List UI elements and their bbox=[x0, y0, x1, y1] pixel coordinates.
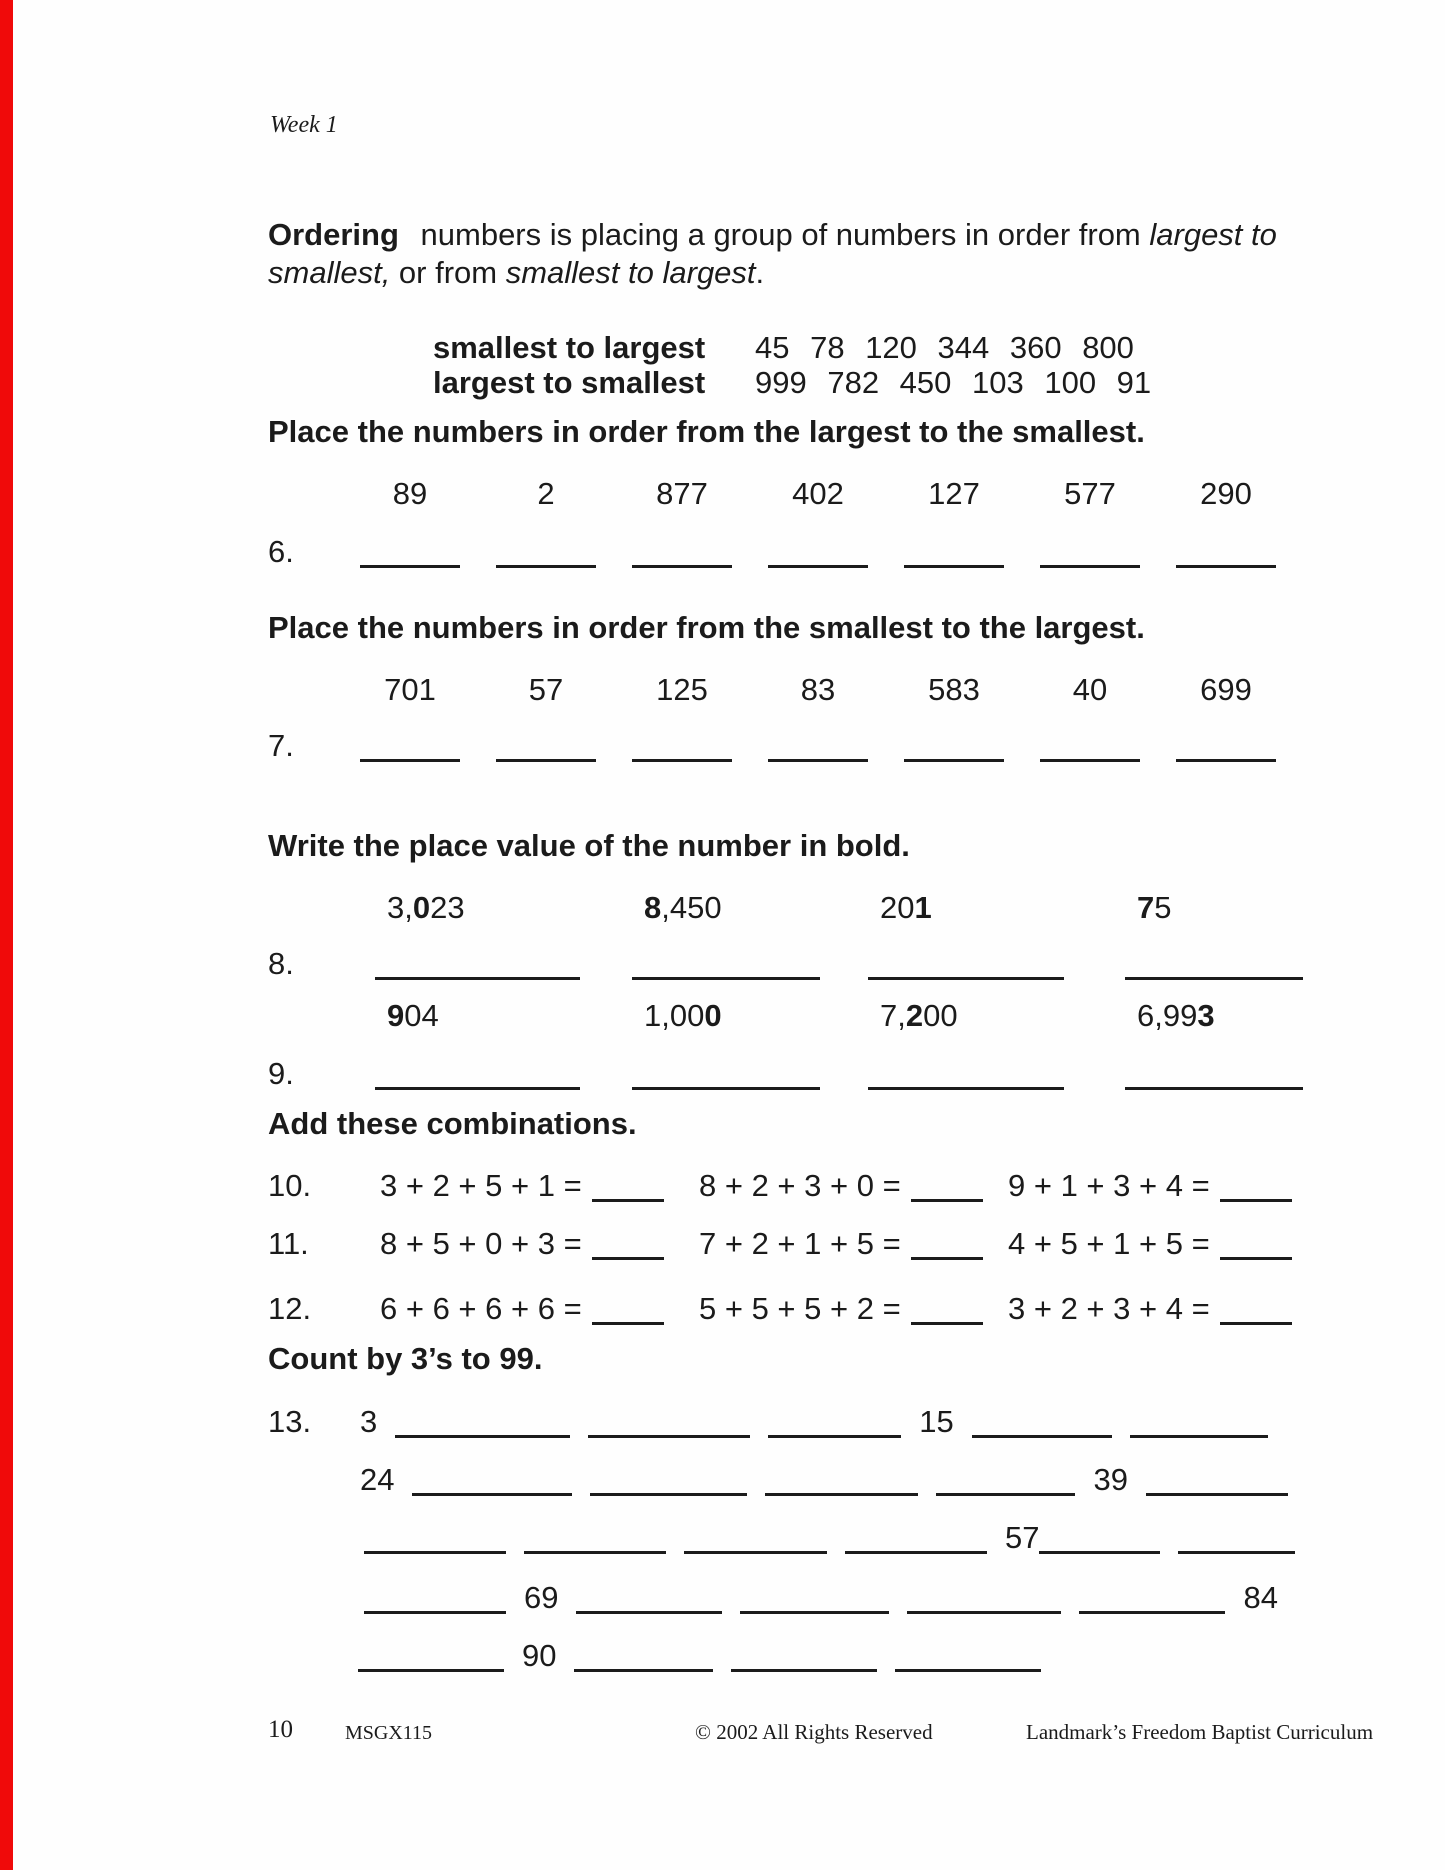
addition-problem: 4 + 5 + 1 + 5 = bbox=[1008, 1226, 1292, 1262]
answer-blank bbox=[1176, 561, 1276, 568]
answer-blank bbox=[768, 1431, 901, 1438]
heading-order-smallest: Place the numbers in order from the smallest to the largest. bbox=[268, 610, 1145, 645]
given-number: 577 bbox=[1064, 476, 1116, 511]
question-number: 11. bbox=[268, 1226, 309, 1261]
given-number: 583 bbox=[928, 672, 980, 707]
answer-blank bbox=[904, 561, 1004, 568]
given-number: 24 bbox=[360, 1462, 395, 1497]
answer-blank bbox=[684, 1547, 827, 1554]
answer-blank bbox=[395, 1431, 570, 1438]
answer-blank bbox=[740, 1607, 889, 1614]
question-13-row-2 bbox=[268, 1462, 1288, 1498]
addition-problem: 8 + 2 + 3 + 0 = bbox=[699, 1168, 983, 1204]
given-number: 701 bbox=[384, 672, 436, 707]
question-13-row-4 bbox=[268, 1580, 1278, 1616]
answer-blank bbox=[592, 1253, 664, 1260]
answer-blank bbox=[768, 561, 868, 568]
answer-blank bbox=[1125, 1083, 1303, 1090]
example-label: smallest to largest bbox=[433, 330, 706, 365]
answer-blank bbox=[765, 1489, 918, 1496]
answer-blank bbox=[360, 755, 460, 762]
place-value-number: 904 bbox=[387, 998, 439, 1033]
place-value-number: 201 bbox=[880, 890, 932, 925]
question-number: 13. bbox=[268, 1404, 312, 1439]
question-number: 7. bbox=[268, 728, 294, 763]
place-value-number: 3,023 bbox=[387, 890, 465, 925]
answer-blank bbox=[358, 1665, 504, 1672]
answer-blank bbox=[911, 1195, 983, 1202]
answer-blank bbox=[496, 561, 596, 568]
answer-blank bbox=[936, 1489, 1075, 1496]
answer-blank bbox=[576, 1607, 722, 1614]
question-number: 12. bbox=[268, 1291, 312, 1326]
example-numbers: 999 782 450 103 100 91 bbox=[755, 365, 1152, 400]
given-number: 57 bbox=[528, 672, 564, 707]
place-value-number: 6,993 bbox=[1137, 998, 1215, 1033]
heading-order-largest: Place the numbers in order from the largest to the smallest. bbox=[268, 414, 1145, 449]
question-7 bbox=[268, 728, 1276, 764]
answer-blank bbox=[904, 755, 1004, 762]
answer-blank bbox=[868, 1083, 1064, 1090]
answer-blank bbox=[1130, 1431, 1268, 1438]
given-number: 3 bbox=[360, 1404, 378, 1439]
question-13-row-3 bbox=[268, 1520, 1295, 1556]
question-11 bbox=[268, 1226, 1398, 1270]
answer-blank bbox=[972, 1431, 1112, 1438]
answer-blank bbox=[907, 1607, 1061, 1614]
footer-publisher: Landmark’s Freedom Baptist Curriculum bbox=[1026, 1720, 1374, 1744]
answer-blank bbox=[588, 1431, 750, 1438]
answer-blank bbox=[592, 1195, 664, 1202]
given-number: 402 bbox=[792, 476, 844, 511]
given-number: 2 bbox=[537, 476, 555, 511]
place-value-number: 7,200 bbox=[880, 998, 958, 1033]
answer-blank bbox=[632, 1083, 820, 1090]
place-value-number: 75 bbox=[1137, 890, 1172, 925]
answer-blank bbox=[496, 755, 596, 762]
answer-blank bbox=[911, 1253, 983, 1260]
given-number: 40 bbox=[1072, 672, 1108, 707]
question-number: 6. bbox=[268, 534, 294, 569]
intro-term: Ordering bbox=[268, 217, 399, 252]
given-number: 699 bbox=[1200, 672, 1252, 707]
answer-blank bbox=[1220, 1195, 1292, 1202]
intro-paragraph bbox=[268, 216, 1358, 292]
answer-blank bbox=[375, 1083, 580, 1090]
intro-italic-3: smallest to largest bbox=[505, 255, 756, 290]
answer-blank bbox=[360, 561, 460, 568]
question-12 bbox=[268, 1291, 1398, 1335]
given-number: 15 bbox=[919, 1404, 954, 1439]
answer-blank bbox=[590, 1489, 747, 1496]
addition-problem: 3 + 2 + 3 + 4 = bbox=[1008, 1291, 1292, 1327]
question-13-row-5 bbox=[268, 1638, 1041, 1674]
question-number: 9. bbox=[268, 1056, 294, 1091]
intro-italic-1: largest to bbox=[1149, 217, 1277, 252]
answer-blank bbox=[1146, 1489, 1288, 1496]
answer-blank bbox=[1079, 1607, 1225, 1614]
numbers-row-9 bbox=[375, 998, 1315, 1034]
example-row-smallest-to-largest bbox=[433, 330, 1151, 365]
question-8 bbox=[268, 946, 360, 990]
numbers-row-7 bbox=[360, 672, 1276, 708]
answer-blank bbox=[845, 1547, 987, 1554]
example-label: largest to smallest bbox=[433, 365, 706, 400]
addition-problem: 6 + 6 + 6 + 6 = bbox=[380, 1291, 664, 1327]
answer-blank bbox=[731, 1665, 877, 1672]
answer-blank bbox=[592, 1318, 664, 1325]
example-numbers: 45 78 120 344 360 800 bbox=[755, 330, 1134, 365]
answer-blank bbox=[412, 1489, 572, 1496]
place-value-number: 1,000 bbox=[644, 998, 722, 1033]
addition-problem: 3 + 2 + 5 + 1 = bbox=[380, 1168, 664, 1204]
example-row-largest-to-smallest bbox=[433, 365, 1151, 400]
given-number: 83 bbox=[800, 672, 836, 707]
answer-blank bbox=[632, 973, 820, 980]
question-number: 8. bbox=[268, 946, 294, 981]
addition-problem: 8 + 5 + 0 + 3 = bbox=[380, 1226, 664, 1262]
answer-blanks bbox=[375, 946, 1315, 982]
answer-blank bbox=[632, 561, 732, 568]
numbers-row-6 bbox=[360, 476, 1276, 512]
intro-text-2: or from bbox=[390, 255, 506, 290]
question-13-row-1 bbox=[268, 1404, 1268, 1440]
given-number: 39 bbox=[1093, 1462, 1128, 1497]
question-6 bbox=[268, 534, 1276, 570]
answer-blank bbox=[524, 1547, 666, 1554]
answer-blanks bbox=[375, 1056, 1315, 1092]
numbers-row-8 bbox=[375, 890, 1315, 926]
heading-additions: Add these combinations. bbox=[268, 1106, 637, 1141]
question-number: 10. bbox=[268, 1168, 312, 1203]
addition-problem: 9 + 1 + 3 + 4 = bbox=[1008, 1168, 1292, 1204]
question-9 bbox=[268, 1056, 360, 1100]
given-number: 125 bbox=[656, 672, 708, 707]
intro-text: numbers is placing a group of numbers in order from bbox=[411, 217, 1150, 252]
given-number: 290 bbox=[1200, 476, 1252, 511]
ordering-examples bbox=[433, 330, 1151, 400]
given-number: 877 bbox=[656, 476, 708, 511]
given-number: 57 bbox=[1005, 1520, 1040, 1555]
page-edge-stripe bbox=[0, 0, 13, 1870]
answer-blank bbox=[574, 1665, 713, 1672]
given-number: 89 bbox=[392, 476, 428, 511]
week-label: Week 1 bbox=[270, 112, 338, 138]
answer-blank bbox=[1040, 755, 1140, 762]
footer-copyright: © 2002 All Rights Reserved bbox=[695, 1720, 933, 1744]
answer-blank bbox=[1040, 561, 1140, 568]
addition-problem: 7 + 2 + 1 + 5 = bbox=[699, 1226, 983, 1262]
answer-blank bbox=[911, 1318, 983, 1325]
given-number: 90 bbox=[522, 1638, 557, 1673]
given-number: 69 bbox=[524, 1580, 559, 1615]
footer-page-number: 10 bbox=[268, 1716, 293, 1743]
given-number: 127 bbox=[928, 476, 980, 511]
answer-blank bbox=[364, 1607, 506, 1614]
answer-blank bbox=[1125, 973, 1303, 980]
given-number: 84 bbox=[1243, 1580, 1278, 1615]
footer-code: MSGX115 bbox=[345, 1722, 433, 1744]
place-value-number: 8,450 bbox=[644, 890, 722, 925]
heading-counting: Count by 3’s to 99. bbox=[268, 1341, 543, 1376]
answer-blank bbox=[1178, 1547, 1295, 1554]
answer-blank bbox=[632, 755, 732, 762]
heading-place-value: Write the place value of the number in bold. bbox=[268, 828, 910, 863]
addition-problem: 5 + 5 + 5 + 2 = bbox=[699, 1291, 983, 1327]
intro-period: . bbox=[755, 255, 765, 290]
answer-blank bbox=[1176, 755, 1276, 762]
answer-blank bbox=[364, 1547, 506, 1554]
answer-blank bbox=[1220, 1253, 1292, 1260]
answer-blank bbox=[1039, 1547, 1160, 1554]
answer-blank bbox=[1220, 1318, 1292, 1325]
answer-blank bbox=[868, 973, 1064, 980]
answer-blank bbox=[895, 1665, 1041, 1672]
answer-blank bbox=[768, 755, 868, 762]
answer-blank bbox=[375, 973, 580, 980]
question-10 bbox=[268, 1168, 1398, 1212]
intro-italic-2: smallest, bbox=[268, 255, 391, 290]
